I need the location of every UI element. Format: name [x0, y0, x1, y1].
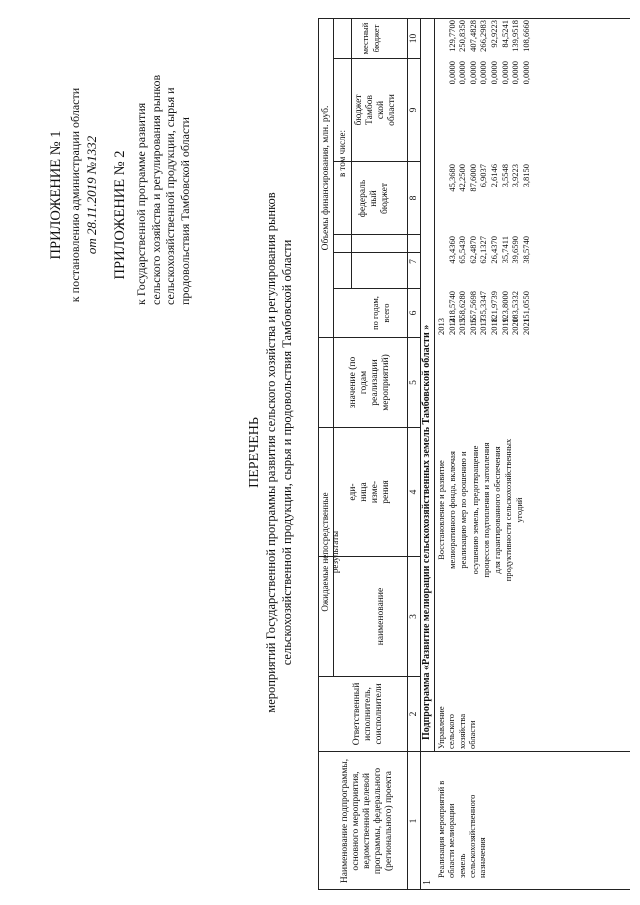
row-name-line: земель: [456, 853, 467, 878]
funding-year-cell: 2015: [457, 318, 468, 335]
activities-table: [318, 18, 630, 890]
header-line: программы, федерального: [373, 767, 383, 875]
appendix1-basis: к постановлению администрации области: [68, 87, 82, 303]
funding-year-cell: 2020: [510, 318, 521, 335]
funding-total-cell: 557,5698: [467, 291, 478, 323]
col-number: 2: [409, 711, 419, 717]
header-line: исполнитель,: [363, 687, 373, 741]
header-funding: Объемы финансирования, млн. руб.: [321, 105, 331, 251]
header-responsible: [352, 677, 385, 751]
funding-other-cell: 407,4828: [467, 20, 478, 52]
funding-federal-cell: 39,6590: [510, 236, 521, 264]
appendix1-title: ПРИЛОЖЕНИЕ № 1: [48, 130, 64, 260]
col-number: 7: [409, 259, 419, 264]
header-line: Ожидаемые непосредственные: [320, 492, 330, 612]
header-line: местный: [360, 22, 370, 55]
col-number: 6: [409, 310, 419, 316]
header-line: Наименование подпрограммы,: [340, 758, 350, 884]
funding-other-cell: 266,2983: [478, 20, 489, 52]
header-line: ница: [359, 482, 369, 502]
appendix1-date-number: от 28.11.2019 №1332: [84, 135, 99, 255]
funding-row: [478, 18, 489, 890]
funding-year-cell: 2016: [467, 318, 478, 335]
funding-federal-cell: 62,4870: [467, 236, 478, 264]
funding-total-cell: 151,0550: [520, 291, 531, 323]
doc-title: ПЕРЕЧЕНЬ: [247, 417, 262, 488]
row-result-line: процессов подтопления и затопления: [480, 442, 491, 578]
header-incl: в том числе:: [337, 130, 347, 177]
funding-other-cell: 129,7700: [446, 20, 457, 52]
funding-local-cell: 0,0000: [478, 61, 489, 85]
header-line: бюджет: [380, 182, 390, 215]
funding-other-cell: 139,9518: [510, 20, 521, 52]
header-line: ведомственной целевой: [362, 773, 372, 869]
header-line: ный: [369, 190, 379, 207]
header-result-name: наименование: [376, 587, 386, 646]
row-name-line: назначения: [477, 837, 488, 878]
appendix2-text: [134, 75, 192, 305]
funding-total-cell: 183,5332: [510, 291, 521, 323]
funding-federal-cell: 65,5430: [457, 236, 468, 264]
funding-regional-cell: 3,8150: [520, 164, 531, 188]
funding-total-cell: 335,3347: [478, 291, 489, 323]
funding-local-cell: 0,0000: [499, 61, 510, 85]
funding-total-cell: 123,8000: [499, 291, 510, 323]
header-by-years: по годам, всего: [370, 296, 391, 330]
header-line: Ответственный: [352, 682, 362, 746]
header-line: соисполнители: [374, 683, 384, 745]
doc-subtitle-line2: сельскохозяйственной продукции, сырья и продовольствия Тамбовской области: [280, 239, 294, 666]
row-name-line: сельскохозяйственного: [466, 794, 477, 878]
appendix2-line: продовольствия Тамбовской области: [177, 117, 192, 305]
col-number: 10: [409, 33, 419, 44]
funding-local-cell: 0,0000: [446, 61, 457, 85]
header-line: реализации: [370, 359, 380, 406]
header-line: основного мероприятия,: [351, 771, 361, 871]
funding-row: [468, 18, 479, 890]
header-line: ской: [376, 100, 386, 120]
funding-year-cell: 2013: [436, 318, 446, 335]
header-line: еди-: [348, 483, 358, 501]
funding-local-cell: 0,0000: [489, 61, 499, 85]
doc-subtitle-line1: мероприятий Государственной программы развития сельского хозяйства и регулирования рынков: [264, 192, 278, 713]
funding-federal-cell: 38,5740: [520, 236, 531, 264]
appendix2-title: ПРИЛОЖЕНИЕ № 2: [112, 150, 128, 280]
funding-regional-cell: 3,9223: [510, 164, 521, 188]
col-number: 9: [409, 107, 419, 113]
funding-local-cell: 0,0000: [467, 61, 478, 85]
funding-local-cell: 0,0000: [510, 61, 521, 85]
header-name: [340, 754, 395, 888]
subprogram-title: Подпрограмма «Развитие мелиорации сельскохозяйственных земель Тамбовской области »: [421, 324, 432, 740]
funding-year-cell: 2019: [499, 318, 510, 335]
funding-year-cell: 2014: [446, 318, 457, 335]
row-responsible-line: Управление: [436, 706, 446, 749]
funding-other-cell: 250,8350: [457, 20, 468, 52]
header-line: федераль: [358, 179, 368, 218]
header-federal: [358, 162, 391, 235]
row-result-line: угодий: [514, 497, 525, 523]
funding-regional-cell: 3,5548: [499, 164, 510, 188]
row-responsible-line: сельского: [446, 713, 457, 749]
row-result-line: реализацию мер по орошению и: [458, 451, 469, 569]
col-number: 4: [409, 489, 419, 495]
funding-row: [457, 18, 468, 890]
col-number: 1: [409, 818, 419, 824]
header-result-value: [348, 338, 392, 427]
funding-regional-cell: 2,6146: [489, 164, 499, 188]
col-number: 8: [409, 195, 419, 201]
funding-regional-cell: 6,9037: [478, 164, 489, 188]
funding-regional-cell: 87,6000: [467, 164, 478, 192]
funding-other-cell: 108,6660: [520, 20, 531, 52]
row-name-line: Реализация мероприятий в: [436, 780, 446, 878]
funding-regional-cell: 42,2500: [457, 164, 468, 192]
row-result-line: мелиоративного фонда, включая: [447, 451, 458, 569]
funding-row: [436, 18, 447, 890]
header-line: мероприятий): [381, 354, 391, 411]
funding-row: [500, 18, 511, 890]
funding-federal-cell: 62,1327: [478, 236, 489, 264]
funding-year-cell: 2018: [489, 318, 499, 335]
appendix2-line: к Государственной программе развития: [134, 102, 148, 305]
funding-other-cell: 84,5241: [499, 20, 510, 48]
header-line: бюджет: [371, 24, 381, 53]
funding-row: [510, 18, 521, 890]
funding-other-cell: 92,9223: [489, 20, 499, 48]
header-line: значение (по: [348, 356, 358, 409]
funding-federal-cell: 35,7411: [499, 236, 510, 264]
funding-row: [489, 18, 500, 890]
header-regional: [354, 59, 398, 161]
row-result-line: для гарантированного обеспечения: [492, 446, 503, 574]
funding-row: [521, 18, 532, 890]
header-line: изме-: [370, 480, 380, 504]
row-number: 1: [422, 880, 433, 885]
row-name-line: области мелиорации: [446, 803, 457, 878]
header-line: (регионального) проекта: [384, 771, 394, 871]
header-line: рения: [381, 480, 391, 504]
header-line: годам: [359, 370, 369, 395]
row-result-line: Восстановление и развитие: [436, 460, 446, 560]
funding-regional-cell: 45,3680: [446, 164, 457, 192]
appendix2-line: сельскохозяйственной продукции, сырья и: [163, 87, 177, 305]
col-number: 3: [409, 614, 419, 619]
funding-total-cell: 358,6280: [457, 291, 468, 323]
funding-local-cell: 0,0000: [520, 61, 531, 85]
funding-federal-cell: 26,4370: [489, 236, 499, 264]
header-line: результаты: [330, 530, 340, 574]
header-local: [360, 19, 382, 58]
row-result-line: продуктивности сельскохозяйственных: [503, 438, 514, 582]
col-number: 5: [409, 380, 419, 385]
row-responsible-line: области: [466, 720, 477, 749]
funding-row: [447, 18, 458, 890]
funding-total-cell: 218,5740: [446, 291, 457, 323]
funding-year-cell: 2017: [478, 318, 489, 335]
row-result-line: осушению земель, предотвращение: [469, 445, 480, 575]
funding-year-cell: 2021: [520, 318, 531, 335]
funding-total-cell: 121,9739: [489, 291, 499, 323]
funding-federal-cell: 43,4360: [446, 236, 457, 264]
header-results: [320, 428, 340, 676]
funding-local-cell: 0,0000: [457, 61, 468, 85]
appendix2-line: сельского хозяйства и регулирования рынков: [148, 74, 163, 305]
header-line: Тамбов: [365, 95, 375, 125]
header-line: области: [387, 94, 397, 126]
header-line: бюджет: [354, 94, 364, 126]
header-result-unit: [348, 428, 392, 556]
row-responsible-line: хозяйства: [456, 713, 467, 749]
